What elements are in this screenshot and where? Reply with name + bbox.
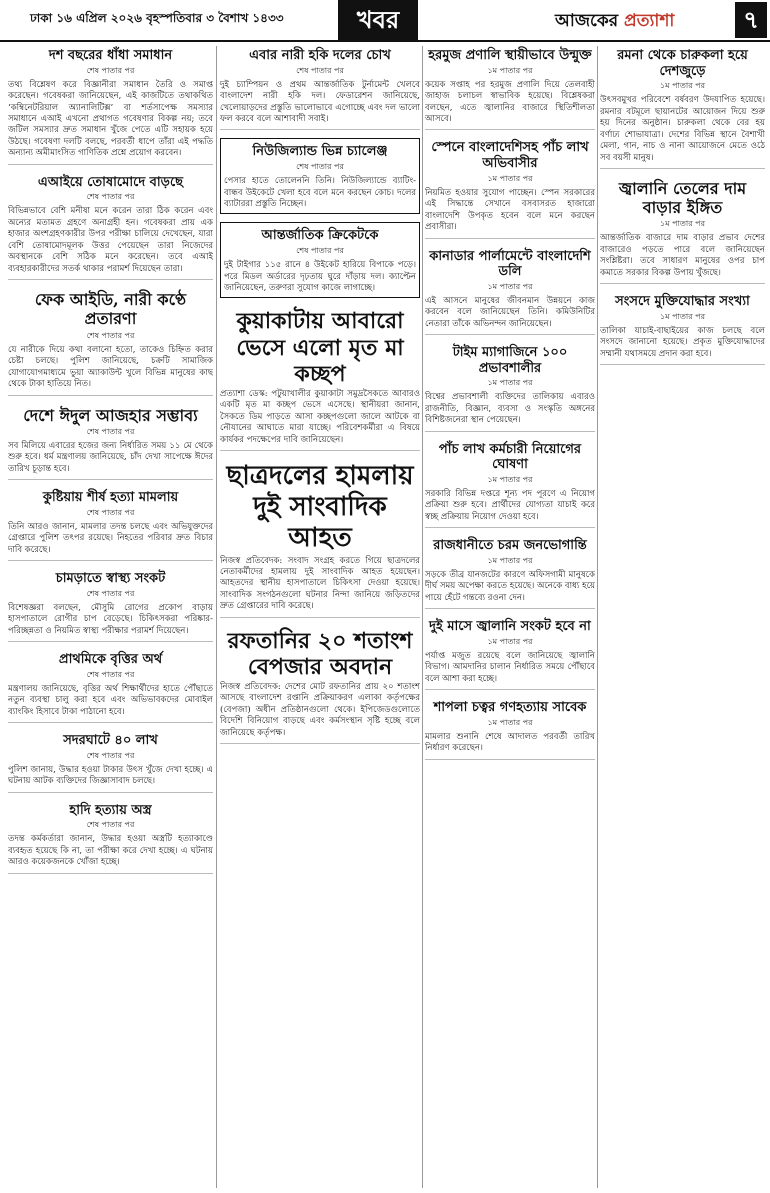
article <box>600 292 765 365</box>
article-headline: এবার নারী হকি দলের চোখ <box>249 48 391 63</box>
article-body: সব মিলিয়ে এবারের হজের জন্য নির্ধারিত সময় ১১ মে থেকে শুরু হবে। ধর্ম মন্ত্রণালয় জানিয়েছে, চাঁদ দেখা সাপেক্ষে ঈদের তারিখ চূড়ান্ত হবে। <box>8 440 213 474</box>
continuation-note: শেষ পাতার পর <box>86 65 135 75</box>
article <box>425 247 595 336</box>
article-body: আন্তর্জাতিক বাজারে দাম বাড়ার প্রভাব দেশের বাজারেও পড়তে পারে বলে জানিয়েছেন সংশ্লিষ্টরা। তবে সাধারণ মানুষের ওপর চাপ কমাতে সরকার বিকল্প উপায় খুঁজছে। <box>600 233 765 278</box>
article <box>220 459 420 618</box>
article <box>8 173 213 280</box>
article <box>425 440 595 529</box>
article <box>220 626 420 744</box>
article-headline: রফতানির ২০ শতাংশ বেপজার অবদান <box>227 627 413 681</box>
continuation-note: ১ম পাতার পর <box>659 219 706 229</box>
article-headline: পাঁচ লাখ কর্মচারী নিয়োগের ঘোষণা <box>438 441 582 473</box>
article-headline: প্রাথমিকে বৃত্তির অর্থ <box>58 652 163 668</box>
article-body: কয়েক সপ্তাহ পর হরমুজ প্রণালি দিয়ে তেলবাহী জাহাজ চলাচল স্বাভাবিক হয়েছে। বিশ্লেষকরা বলছেন, এতে জ্বালানির বাজারে স্থিতিশীলতা আসবে। <box>425 79 595 124</box>
article <box>600 177 765 284</box>
article <box>8 404 213 481</box>
section-label: খবর <box>338 0 418 40</box>
continuation-note: শেষ পাতার পর <box>86 192 135 202</box>
article-body: তথ্য বিশ্লেষণ করে বিজ্ঞানীরা সমাধান তৈরি ও সমাপ্ত করেছেন। গবেষকরা জানিয়েছেন, এই কাজটিতে তথাকথিত ‘কম্বিনেটরিয়াল অ্যানালিটিক্স’ বা শর্তসাপেক্ষ সমস্যার সমাধানে এআই এখনো প্রথাগত গবেষণার বিকল্প নয়; তবে জটিল সমস্যার দ্রুত সমাধান খুঁজে পেতে এটি সহায়ক হয়ে উঠছে। গবেষণা দলটি বলছে, পরবর্তী ধাপে তাঁরা এই পদ্ধতি অন্যান্য অমীমাংসিত গাণিতিক প্রশ্নে প্রয়োগ করবেন। <box>8 79 213 159</box>
article-body: সরকারি বিভিন্ন দপ্তরে শূন্য পদ পূরণে এ নিয়োগ প্রক্রিয়া শুরু হবে। প্রার্থীদের যোগ্যতা যাচাই করে স্বচ্ছ প্রক্রিয়ায় নিয়োগ দেওয়া হবে। <box>425 488 595 522</box>
column-1 <box>8 46 213 1188</box>
article <box>425 698 595 760</box>
article <box>8 731 213 793</box>
article-body: বিশেষজ্ঞরা বলছেন, মৌসুমি রোগের প্রকোপ বাড়ায় হাসপাতালে রোগীর চাপ বেড়েছে। চিকিৎসকরা পরিষ্কার-পরিচ্ছন্নতা ও নিয়মিত স্বাস্থ্য পরীক্ষার পরামর্শ দিয়েছেন। <box>8 602 213 636</box>
article-body: পেসার হাতে তোলেননি তিনি। নিউজিল্যান্ডে ব্যাটিং-বান্ধব উইকেটে খেলা হবে বলে মনে করছেন কোচ। দলের ব্যাটাররা প্রস্তুতি নিচ্ছেন। <box>224 176 416 209</box>
article <box>8 650 213 723</box>
article-body: তদন্ত কর্মকর্তারা জানান, উদ্ধার হওয়া অস্ত্রটি হত্যাকাণ্ডে ব্যবহৃত হয়েছে কি না, তা পরীক্ষা করে দেখা হচ্ছে। এ ঘটনায় আরও কয়েকজনকে খোঁজা হচ্ছে। <box>8 834 213 868</box>
continuation-note: ১ম পাতার পর <box>487 474 533 484</box>
column-4 <box>600 46 765 1188</box>
article <box>425 138 595 238</box>
continuation-note: ১ম পাতার পর <box>659 311 706 321</box>
article-headline: এআইয়ে তোষামোদে বাড়ছে <box>37 174 184 190</box>
page-number: ৭ <box>735 2 767 38</box>
article-body: তালিকা যাচাই-বাছাইয়ের কাজ চলছে বলে সংসদে জানানো হয়েছে। প্রকৃত মুক্তিযোদ্ধাদের সম্মানী যথাসময়ে প্রদান করা হবে। <box>600 325 765 359</box>
article-body: পুলিশ জানায়, উদ্ধার হওয়া টাকার উৎস খুঁজে দেখা হচ্ছে। এ ঘটনায় আটক ব্যক্তিদের জিজ্ঞাসাবাদ চলছে। <box>8 764 213 787</box>
article-body: মামলার শুনানি শেষে আদালত পরবর্তী তারিখ নির্ধারণ করেছেন। <box>425 731 595 754</box>
continuation-note: ১ম পাতার পর <box>487 281 533 291</box>
article-body: বিশ্বের প্রভাবশালী ব্যক্তিদের তালিকায় এবারও রাজনীতি, বিজ্ঞান, ব্যবসা ও সংস্কৃতি অঙ্গনের বিশিষ্টজনেরা স্থান পেয়েছেন। <box>425 392 595 426</box>
masthead-rule <box>0 40 770 42</box>
article <box>425 536 595 609</box>
article-body: নিজস্ব প্রতিবেদক: সংবাদ সংগ্রহ করতে গিয়ে ছাত্রদলের নেতাকর্মীদের হামলায় দুই সাংবাদিক আহত হয়েছেন। আহতদের স্থানীয় হাসপাতালে চিকিৎসা দেওয়া হয়েছে। সাংবাদিক সংগঠনগুলো ঘটনার নিন্দা জানিয়ে জড়িতদের দ্রুত গ্রেপ্তারের দাবি করেছে। <box>220 555 420 612</box>
article-headline: দশ বছরের ধাঁধা সমাধান <box>48 48 173 63</box>
article-body: নিজস্ব প্রতিবেদক: দেশের মোট রফতানির প্রায় ২০ শতাংশ আসছে বাংলাদেশ রপ্তানি প্রক্রিয়াকরণ এলাকা কর্তৃপক্ষের (বেপজা) অধীন প্রতিষ্ঠানগুলো থেকে। ইপিজেডগুলোতে বিদেশি বিনিয়োগ বাড়ছে এবং কর্মসংস্থান সৃষ্টি হচ্ছে বলে জানিয়েছে কর্তৃপক্ষ। <box>220 681 420 738</box>
article-headline: সদরঘাটে ৪০ লাখ <box>63 733 158 749</box>
article-headline: দুই মাসে জ্বালানি সংকট হবে না <box>429 619 591 635</box>
article-headline: নিউজিল্যান্ড ভিন্ন চ্যালেঞ্জ <box>252 144 388 160</box>
continuation-note: শেষ পাতার পর <box>86 820 135 830</box>
article-body: নিয়মিত হওয়ার সুযোগ পাচ্ছেন। স্পেন সরকারের এই সিদ্ধান্তে সেখানে বসবাসরত হাজারো বাংলাদেশি উপকৃত হবেন বলে মনে করছেন প্রবাসীরা। <box>425 187 595 233</box>
article-headline: হাদি হত্যায় অস্ত্র <box>69 802 152 818</box>
brand-logo <box>555 8 674 36</box>
article-headline: ফেক আইডি, নারী কণ্ঠে প্রতারণা <box>34 290 187 329</box>
article-headline: সংসদে মুক্তিযোদ্ধার সংখ্যা <box>615 294 750 310</box>
continuation-note: শেষ পাতার পর <box>86 588 135 598</box>
column-divider <box>216 46 217 1188</box>
continuation-note: ১ম পাতার পর <box>487 636 533 646</box>
continuation-note: শেষ পাতার পর <box>86 507 135 517</box>
article-headline: দেশে ঈদুল আজহার সম্ভাব্য <box>23 405 198 425</box>
article-body: প্রত্যাশা ডেস্ক: পটুয়াখালীর কুয়াকাটা সমুদ্রসৈকতে আবারও একটি মৃত মা কচ্ছপ ভেসে এসেছে। স্থানীয়রা জানান, সৈকতে ডিম পাড়তে আসা কচ্ছপগুলো জালে আটকে বা নৌযানের আঘাতে মারা যাচ্ছে। পরিবেশকর্মীরা এ বিষয়ে কার্যকর পদক্ষেপের দাবি জানিয়েছেন। <box>220 388 420 445</box>
article-headline: আন্তর্জাতিক ক্রিকেটকে <box>261 228 379 244</box>
article <box>425 46 595 130</box>
continuation-note: শেষ পাতার পর <box>86 426 135 436</box>
article <box>8 569 213 642</box>
continuation-note: শেষ পাতার পর <box>296 65 344 75</box>
continuation-note: ১ম পাতার পর <box>487 555 533 565</box>
article <box>8 288 213 395</box>
continuation-note: ১ম পাতার পর <box>487 378 533 388</box>
article <box>8 801 213 874</box>
continuation-note: ১ম পাতার পর <box>487 717 533 727</box>
article <box>600 46 765 169</box>
article <box>425 343 595 432</box>
continuation-note: শেষ পাতার পর <box>296 162 344 172</box>
article-headline: কুয়াকাটায় আবারো ভেসে এলো মৃত মা কচ্ছপ <box>236 308 404 388</box>
column-2 <box>220 46 420 1188</box>
article-headline: জ্বালানি তেলের দাম বাড়ার ইঙ্গিত <box>618 179 747 218</box>
article-body: তিনি আরও জানান, মামলার তদন্ত চলছে এবং অভিযুক্তদের গ্রেপ্তারে পুলিশ তৎপর রয়েছে। নিহতের পরিবার দ্রুত বিচার দাবি করেছে। <box>8 521 213 555</box>
article-body: দুই টাইগার ১১৫ রানে ৪ উইকেট হারিয়ে বিপাকে পড়ে। পরে মিডল অর্ডারের দৃঢ়তায় ঘুরে দাঁড়ায় দল। ক্যাপ্টেন জানিয়েছেন, তরুণরা সুযোগ কাজে লাগাচ্ছে। <box>224 260 416 293</box>
continuation-note: ১ম পাতার পর <box>487 173 533 183</box>
continuation-note: শেষ পাতার পর <box>86 750 135 760</box>
article-body: এই আসনে মানুষের জীবনমান উন্নয়নে কাজ করবেন বলে জানিয়েছেন তিনি। কমিউনিটির নেতারা তাঁকে অভিনন্দন জানিয়েছেন। <box>425 295 595 329</box>
continuation-note: শেষ পাতার পর <box>86 330 135 340</box>
article-body: সড়কে তীব্র যানজটের কারণে অফিসগামী মানুষকে দীর্ঘ সময় অপেক্ষা করতে হয়েছে। অনেকে বাধ্য হয়ে পায়ে হেঁটে গন্তব্যে রওনা দেন। <box>425 569 595 603</box>
article <box>220 138 420 214</box>
article <box>425 617 595 690</box>
article-headline: স্পেনে বাংলাদেশিসহ পাঁচ লাখ অভিবাসীর <box>431 140 589 172</box>
article-headline: কানাডার পার্লামেন্টে বাংলাদেশি ডলি <box>429 248 591 280</box>
date-line: ঢাকা ১৬ এপ্রিল ২০২৬ বৃহস্পতিবার ৩ বৈশাখ ১৪৩৩ <box>30 11 284 25</box>
column-divider <box>422 46 423 1188</box>
article-headline: টাইম ম্যাগাজিনে ১০০ প্রভাবশালীর <box>452 345 568 376</box>
continuation-note: শেষ পাতার পর <box>86 669 135 679</box>
article-body: মন্ত্রণালয় জানিয়েছে, বৃত্তির অর্থ শিক্ষার্থীদের হাতে পৌঁছাতে নতুন ব্যবস্থা চালু করা হবে এবং অভিভাবকদের মোবাইল ব্যাংকিং হিসাবে টাকা পাঠানো হবে। <box>8 683 213 717</box>
article-headline: হরমুজ প্রণালি স্থায়ীভাবে উন্মুক্ত <box>428 48 592 63</box>
article-headline: রমনা থেকে চারুকলা হয়ে দেশজুড়ে <box>617 48 748 79</box>
article-headline: ছাত্রদলের হামলায় দুই সাংবাদিক আহত <box>226 460 414 554</box>
article-headline: রাজধানীতে চরম জনভোগান্তি <box>433 538 587 554</box>
continuation-note: ১ম পাতার পর <box>659 81 706 91</box>
article <box>220 222 420 298</box>
brand-accent-text: প্রত্যাশা <box>624 11 675 31</box>
article-body: বিভিন্নভাবে বেশি মনীষা মনে করেন তারা ঠিক করেন এবং অন্যের মতামত গ্রহণে অনাগ্রহী হন। গবেষকরা প্রায় এক হাজার অংশগ্রহণকারীর উপর পরীক্ষা চালিয়ে দেখেছেন, যারা বেশি তোষামোদমূলক উত্তর পেয়েছেন তারা নিজেদের অবস্থানকে বেশি সঠিক মনে করেছেন। তবে এআই ব্যবহারকারীদের সতর্ক থাকার পরামর্শ দিয়েছেন তারা। <box>8 206 213 274</box>
article-headline: চামড়াতে স্বাস্থ্য সংকট <box>55 571 166 587</box>
article <box>8 46 213 165</box>
masthead <box>0 0 770 40</box>
continuation-note: শেষ পাতার পর <box>296 246 344 256</box>
article-body: পর্যাপ্ত মজুত রয়েছে বলে জানিয়েছে জ্বালানি বিভাগ। আমদানির চালান নির্ধারিত সময়ে পৌঁছাবে বলে আশা করা হচ্ছে। <box>425 650 595 684</box>
continuation-note: ১ম পাতার পর <box>487 65 533 75</box>
article-headline: কুষ্টিয়ায় শীর্ষ হত্যা মামলায় <box>42 490 179 506</box>
column-divider <box>597 46 598 1188</box>
article-headline: শাপলা চত্বর গণহত্যায় সাবেক <box>433 700 587 716</box>
article-body: উৎসবমুখর পরিবেশে বর্ষবরণ উদযাপিত হয়েছে। রমনার বটমূলে ছায়ানটের আয়োজন দিয়ে শুরু হয় দিনের অনুষ্ঠান। চারুকলা থেকে বের হয় বর্ণাঢ্য শোভাযাত্রা। দেশের বিভিন্ন স্থানে বৈশাখী মেলা, গান, নাচ ও নানা আয়োজনে মেতে ওঠে সব বয়সী মানুষ। <box>600 95 765 163</box>
brand-text: আজকের <box>555 11 625 31</box>
article-body: দুই চ্যাম্পিয়ন ও প্রথম আন্তর্জাতিক টুর্নামেন্ট খেলবে বাংলাদেশ নারী হকি দল। ফেডারেশন জানিয়েছে, খেলোয়াড়দের প্রস্তুতি ভালোভাবে এগোচ্ছে এবং দল ভালো ফল করবে বলে আশাবাদী সবাই। <box>220 79 420 124</box>
article <box>220 306 420 451</box>
column-3 <box>425 46 595 1188</box>
article-body: যে নারীকে দিয়ে কথা বলানো হতো, তাকেও চিহ্নিত করার চেষ্টা চলছে। পুলিশ জানিয়েছে, চক্রটি সামাজিক যোগাযোগমাধ্যমে ভুয়া অ্যাকাউন্ট খুলে বিভিন্ন মানুষের কাছ থেকে টাকা হাতিয়ে নিত। <box>8 344 213 390</box>
article <box>8 488 213 561</box>
article <box>220 46 420 130</box>
